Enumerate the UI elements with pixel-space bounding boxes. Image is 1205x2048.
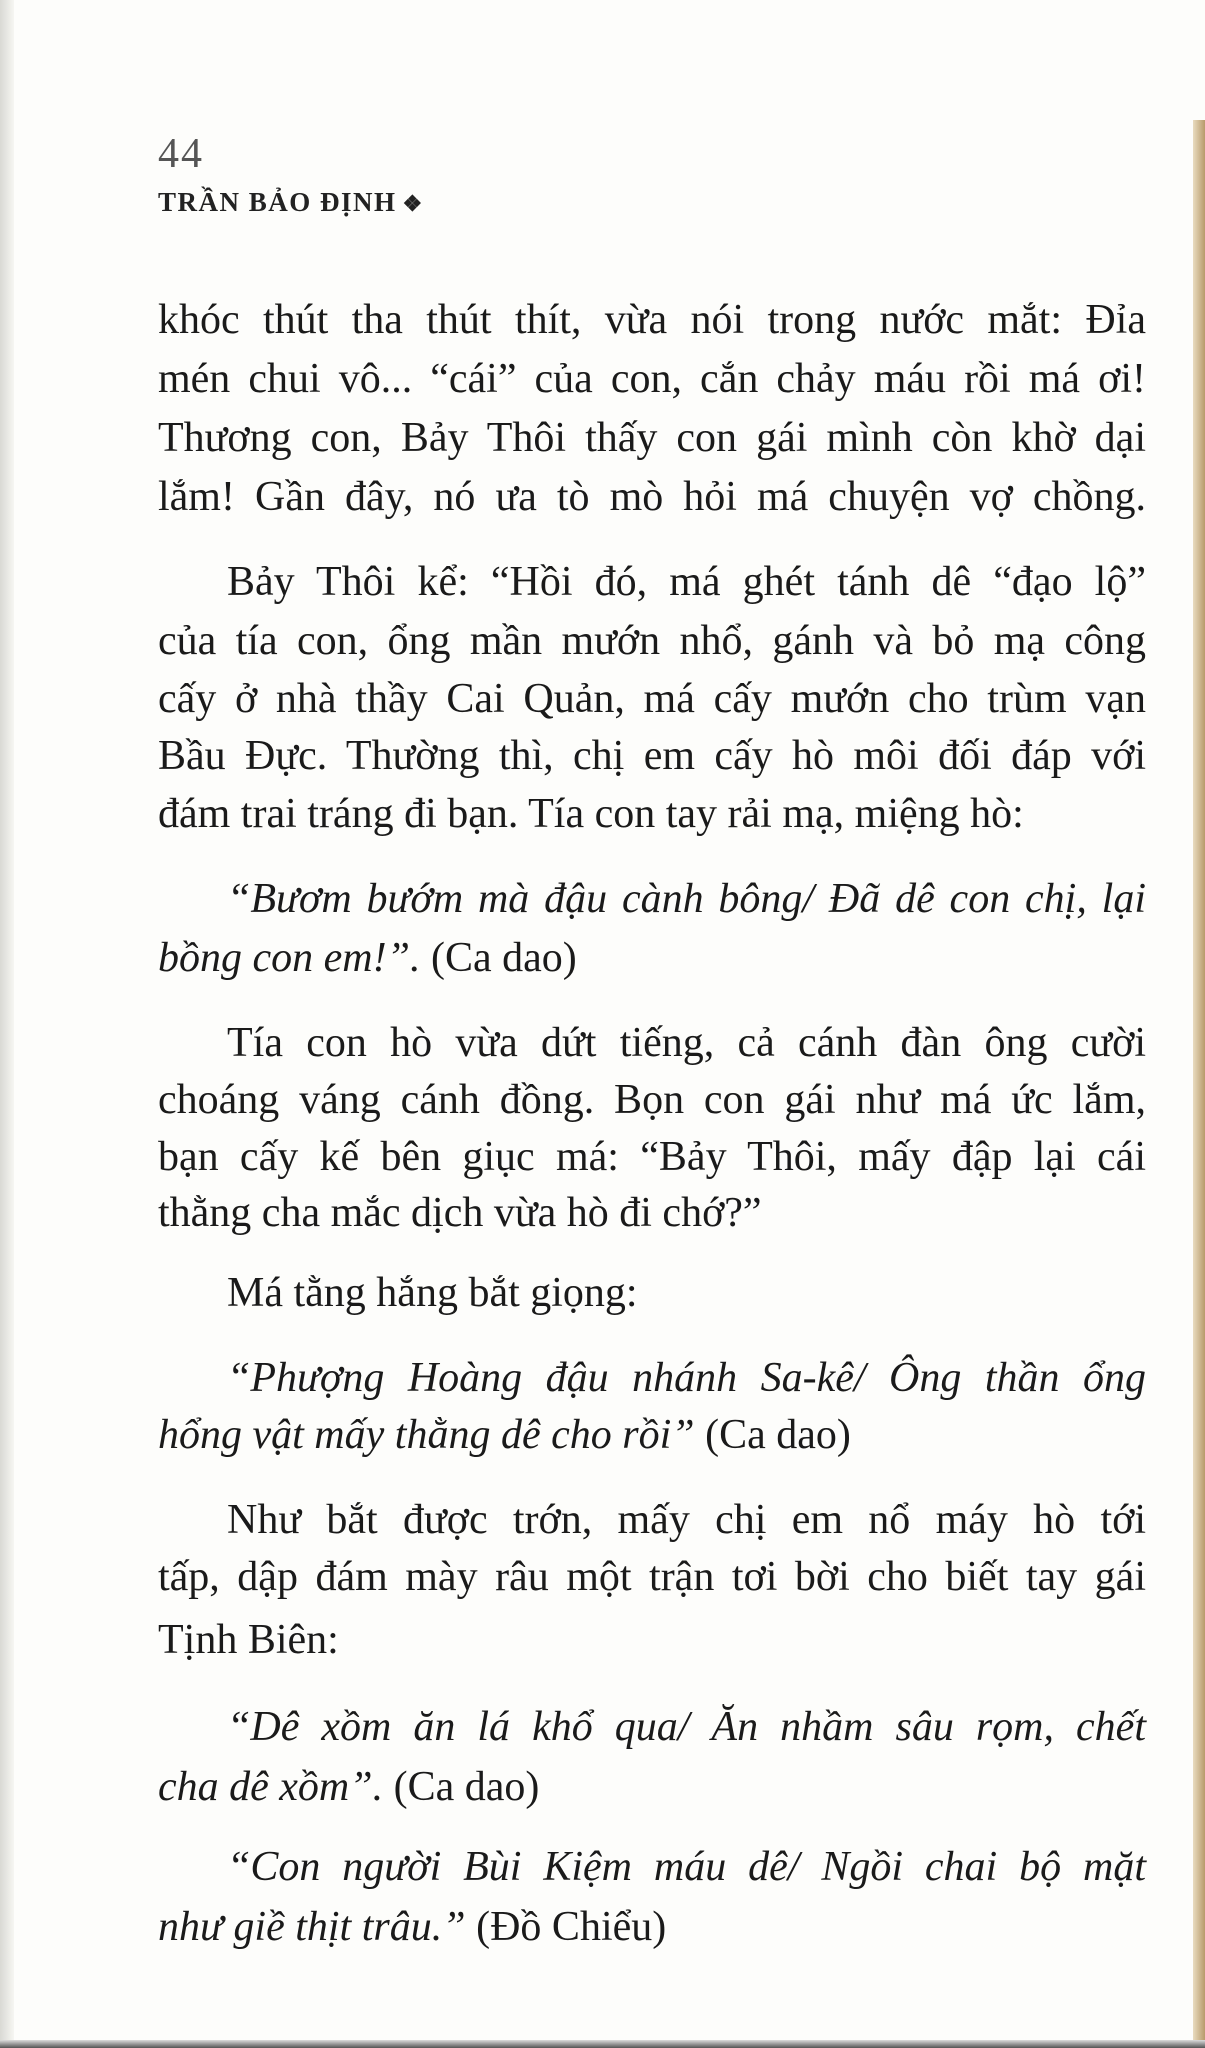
text-line: Bảy Thôi kể: “Hồi đó, má ghét tánh dê “đạo lộ” [227, 559, 1146, 605]
quote-source: (Ca dao) [383, 1764, 540, 1810]
text-line: đám trai tráng đi bạn. Tía con tay rải mạ, miệng hò: [158, 791, 1024, 837]
text-line: lắm! Gần đây, nó ưa tò mò hỏi má chuyện vợ chồng. [158, 474, 1146, 520]
quote-line: “Con người Bùi Kiệm máu dê/ Ngồi chai bộ mặt [227, 1844, 1146, 1890]
page-number: 44 [158, 131, 204, 177]
quote-line: “Dê xồm ăn lá khổ qua/ Ăn nhầm sâu rọm, chết [227, 1704, 1146, 1750]
quote-line [158, 1759, 1146, 1815]
text-line: Thương con, Bảy Thôi thấy con gái mình còn khờ dại [158, 415, 1146, 461]
text-line: tấp, dập đám mày râu một trận tơi bời cho biết tay gái [158, 1554, 1146, 1600]
running-header [158, 184, 424, 222]
author-name: TRẦN BẢO ĐỊNH [158, 187, 397, 217]
quote-line [158, 1407, 1146, 1463]
paragraph-5: Má tằng hắng bắt giọng: [227, 1270, 638, 1316]
quote-line: “Phượng Hoàng đậu nhánh Sa-kê/ Ông thần ổng [227, 1355, 1146, 1401]
text-line: Như bắt được trớn, mấy chị em nổ máy hò tới [227, 1497, 1146, 1543]
text-line: mén chui vô... “cái” của con, cắn chảy máu rồi má ơi! [158, 356, 1146, 402]
page-bottom-edge [0, 2040, 1205, 2048]
text-line: khóc thút tha thút thít, vừa nói trong nước mắt: Đỉa [158, 297, 1146, 343]
page-left-edge [0, 0, 14, 2048]
text-line: choáng váng cánh đồng. Bọn con gái như má ức lắm, [158, 1077, 1146, 1123]
quote-line [158, 1899, 1146, 1955]
quote-source: (Ca dao) [694, 1412, 851, 1458]
quote-line: “Bươm bướm mà đậu cành bông/ Đã dê con chị, lại [227, 876, 1146, 922]
quote-line [158, 930, 1146, 986]
quote-text: cha dê xồm”. [158, 1764, 384, 1810]
quote-text: như giề thịt trâu.” [158, 1904, 466, 1950]
book-right-edge [1193, 120, 1205, 2048]
text-line: bạn cấy kế bên giục má: “Bảy Thôi, mấy đập lại cái [158, 1134, 1146, 1180]
quote-source: (Ca dao) [420, 935, 577, 981]
text-line: cấy ở nhà thầy Cai Quản, má cấy mướn cho trùm vạn [158, 676, 1146, 722]
quote-text: hổng vật mấy thằng dê cho rồi” [158, 1412, 695, 1458]
quote-source: (Đồ Chiểu) [465, 1904, 667, 1950]
ornament-icon: ❖ [402, 191, 424, 216]
text-line: của tía con, ổng mần mướn nhổ, gánh và bỏ mạ công [158, 618, 1146, 664]
text-line: thằng cha mắc dịch vừa hò đi chớ?” [158, 1190, 762, 1236]
quote-text: bồng con em!”. [158, 935, 421, 981]
text-line: Bầu Đực. Thường thì, chị em cấy hò môi đối đáp với [158, 733, 1146, 779]
text-line: Tịnh Biên: [158, 1617, 339, 1663]
text-line: Tía con hò vừa dứt tiếng, cả cánh đàn ông cười [227, 1020, 1146, 1066]
